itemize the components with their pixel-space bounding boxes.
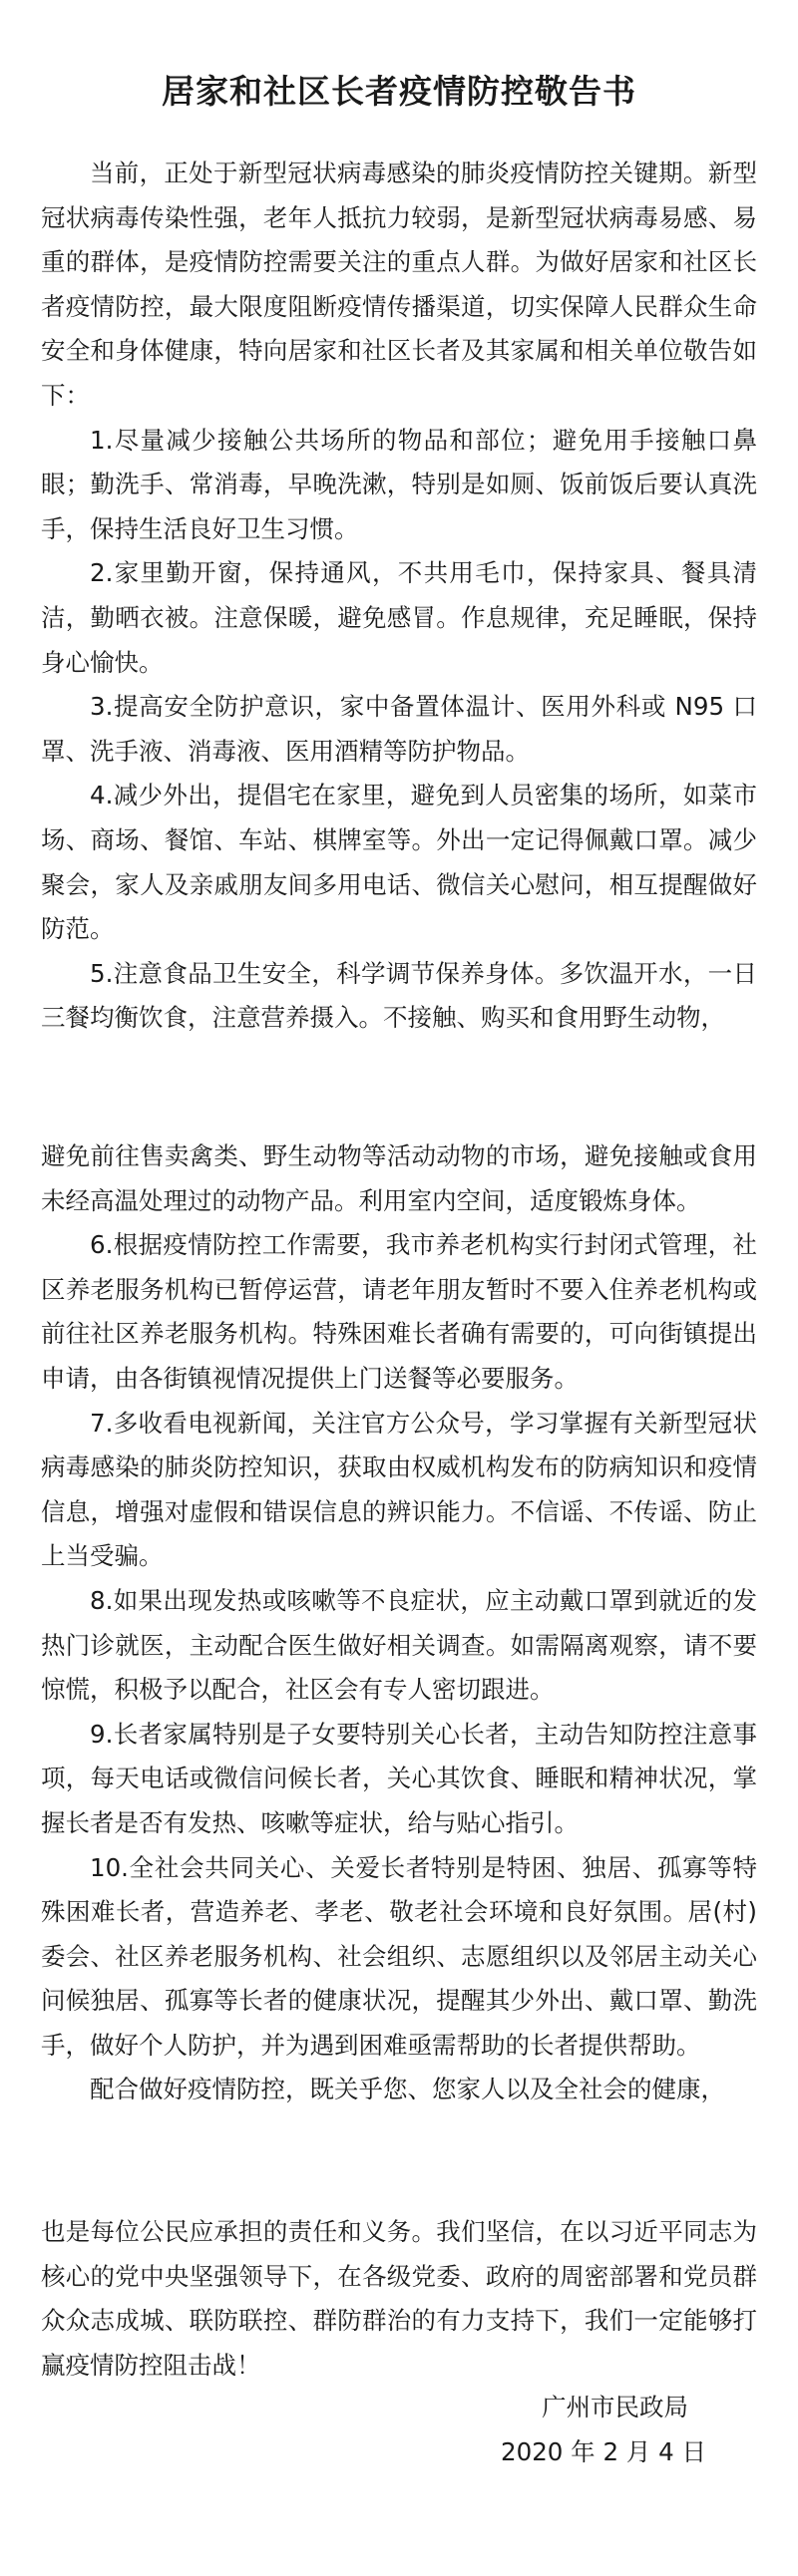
document-body-part-1 (0, 152, 798, 1041)
item-3-paragraph: 3.提高安全防护意识，家中备置体温计、医用外科或 N95 口罩、洗手液、消毒液、医用酒精等防护物品。 (41, 692, 757, 766)
item-5-paragraph-start: 5.注意食品卫生安全，科学调节保养身体。多饮温开水，一日三餐均衡饮食，注意营养摄入。不接触、购买和食用野生动物， (41, 958, 757, 1033)
document-title: 居家和社区长者疫情防控敬告书 (162, 72, 636, 111)
item-7-paragraph: 7.多收看电视新闻，关注官方公众号，学习掌握有关新型冠状病毒感染的肺炎防控知识，获取由权威机构发布的防病知识和疫情信息，增强对虚假和错误信息的辨识能力。不信谣、不传谣、防止上当受骗。 (41, 1408, 757, 1571)
item-1-paragraph: 1.尽量减少接触公共场所的物品和部位；避免用手接触口鼻眼；勤洗手、常消毒，早晚洗漱，特别是如厕、饭前饭后要认真洗手，保持生活良好卫生习惯。 (41, 425, 757, 543)
signature-organization: 广州市民政局 (542, 2393, 688, 2421)
intro-paragraph: 当前，正处于新型冠状病毒感染的肺炎疫情防控关键期。新型冠状病毒传染性强，老年人抵抗力较弱，是新型冠状病毒易感、易重的群体，是疫情防控需要关注的重点人群。为做好居家和社区长者疫情防控，最大限度阻断疫情传播渠道，切实保障人民群众生命安全和身体健康，特向居家和社区长者及其家属和相关单位敬告如下： (41, 159, 757, 410)
item-10-paragraph: 10.全社会共同关心、关爱长者特别是特困、独居、孤寡等特殊困难长者，营造养老、孝老、敬老社会环境和良好氛围。居(村)委会、社区养老服务机构、社会组织、志愿组织以及邻居主动关心问候独居、孤寡等长者的健康状况，提醒其少外出、戴口罩、勤洗手，做好个人防护，并为遇到困难亟需帮助的长者提供帮助。 (41, 1852, 757, 2060)
item-8-paragraph: 8.如果出现发热或咳嗽等不良症状，应主动戴口罩到就近的发热门诊就医，主动配合医生做好相关调查。如需隔离观察，请不要惊慌，积极予以配合，社区会有专人密切跟进。 (41, 1585, 757, 1705)
item-6-paragraph: 6.根据疫情防控工作需要，我市养老机构实行封闭式管理，社区养老服务机构已暂停运营，请老年朋友暂时不要入住养老机构或前往社区养老服务机构。特殊困难长者确有需要的，可向街镇提出申请，由各街镇视情况提供上门送餐等必要服务。 (41, 1230, 757, 1393)
document-body-part-3 (0, 2210, 798, 2388)
closing-paragraph-start: 配合做好疫情防控，既关乎您、您家人以及全社会的健康， (90, 2075, 725, 2104)
item-9-paragraph: 9.长者家属特别是子女要特别关心长者，主动告知防控注意事项，每天电话或微信问候长者，关心其饮食、睡眠和精神状况，掌握长者是否有发热、咳嗽等症状，给与贴心指引。 (41, 1719, 757, 1837)
signature-date: 2020 年 2 月 4 日 (501, 2437, 706, 2466)
closing-paragraph-end: 也是每位公民应承担的责任和义务。我们坚信，在以习近平同志为核心的党中央坚强领导下，在各级党委、政府的周密部署和党员群众众志成城、联防联控、群防群治的有力支持下，我们一定能够打赢疫情防控阻击战！ (41, 2217, 757, 2380)
document-body-part-2 (0, 1134, 798, 2112)
item-5-paragraph-end: 避免前往售卖禽类、野生动物等活动动物的市场，避免接触或食用未经高温处理过的动物产品。利用室内空间，适度锻炼身体。 (41, 1141, 757, 1215)
item-4-paragraph: 4.减少外出，提倡宅在家里，避免到人员密集的场所，如菜市场、商场、餐馆、车站、棋牌室等。外出一定记得佩戴口罩。减少聚会，家人及亲戚朋友间多用电话、微信关心慰问，相互提醒做好防范。 (41, 781, 757, 944)
item-2-paragraph: 2.家里勤开窗，保持通风，不共用毛巾，保持家具、餐具清洁，勤晒衣被。注意保暖，避免感冒。作息规律，充足睡眠，保持身心愉快。 (41, 558, 757, 677)
